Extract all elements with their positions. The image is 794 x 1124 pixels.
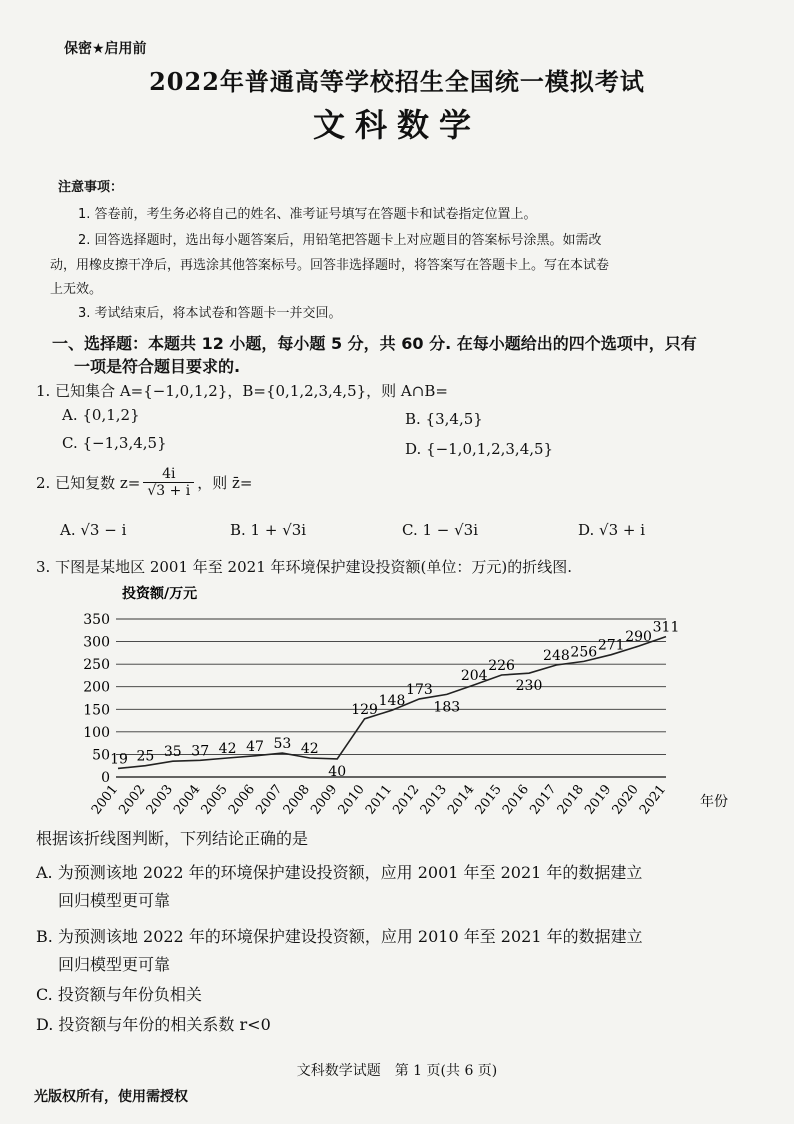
section-heading-line-2: 一项是符合题目要求的. [74,357,241,376]
question-1-option-a: A. {0,1,2} [62,406,140,424]
y-tick-label: 100 [83,724,110,741]
exam-title: 2022年普通高等学校招生全国统一模拟考试 [149,67,645,96]
x-tick-label: 2001 [88,782,122,818]
y-tick-label: 350 [83,612,110,628]
data-label: 173 [406,681,433,698]
data-label: 148 [378,693,406,710]
copyright-notice: 光版权所有，使用需授权 [34,1089,188,1105]
x-tick-labels [89,782,669,817]
data-label: 53 [273,736,292,753]
question-3-option-a-line-1: A. 为预测该地 2022 年的环境保护建设投资额，应用 2001 年至 2021 年的数据建立 [36,863,643,882]
x-tick-label: 2017 [527,782,560,818]
notice-item-1: 1. 答卷前，考生务必将自己的姓名、准考证号填写在答题卡和试卷指定位置上。 [78,207,537,222]
data-label: 42 [300,741,319,758]
x-tick-label: 2003 [143,782,176,818]
notice-item-2-line-3: 上无效。 [50,282,103,297]
notice-heading: 注意事项： [58,180,124,195]
data-label: 35 [163,744,182,761]
question-2-prefix: 2. 已知复数 z= [36,474,141,492]
question-3-option-b-line-1: B. 为预测该地 2022 年的环境保护建设投资额，应用 2010 年至 2021 年的数据建立 [36,927,643,946]
data-label: 42 [218,741,237,758]
data-label: 19 [110,751,128,768]
y-axis-label: 投资额/万元 [122,586,198,602]
data-label: 129 [351,701,378,718]
fraction-denominator: √3 + i [147,483,191,499]
data-label: 256 [570,644,598,661]
section-heading [52,332,752,378]
notice-item-2-line-2: 动，用橡皮擦干净后，再选涂其他答案标号。回答非选择题时，将答案写在答题卡上。写在本试卷 [50,258,610,273]
question-2-option-b: B. 1 + √3i [230,521,307,539]
data-label: 47 [246,738,264,755]
notice-item-3: 3. 考试结束后，将本试卷和答题卡一并交回。 [78,306,342,321]
data-label: 226 [488,657,515,674]
x-tick-label: 2006 [225,782,259,818]
y-tick-label: 250 [83,657,110,674]
notice-item-2-line-1: 2. 回答选择题时，选出每小题答案后，用铅笔把答题卡上对应题目的答案标号涂黑。如需改 [78,233,602,248]
x-tick-label: 2008 [280,782,313,818]
x-tick-label: 2021 [636,782,670,818]
x-tick-label: 2013 [417,782,450,818]
data-label: 271 [597,637,625,654]
question-3-judge: 根据该折线图判断，下列结论正确的是 [36,829,309,848]
investment-line-chart [70,578,760,826]
data-labels [110,620,679,780]
question-1-stem: 1. 已知集合 A={−1,0,1,2}，B={0,1,2,3,4,5}，则 A∩B= [36,382,448,400]
x-tick-label: 2020 [609,782,642,818]
question-1-option-d: D. {−1,0,1,2,3,4,5} [405,440,554,458]
data-label: 25 [136,748,155,765]
x-tick-label: 2007 [253,782,286,818]
x-tick-label: 2011 [362,782,396,818]
x-axis-label: 年份 [700,794,728,810]
x-tick-label: 2009 [308,782,341,818]
data-label: 311 [652,619,680,636]
data-label: 290 [625,629,652,646]
y-tick-labels [83,612,110,786]
question-2-option-d: D. √3 + i [578,521,646,539]
x-tick-label: 2012 [390,782,423,818]
x-tick-label: 2019 [582,782,615,818]
question-3-option-c: C. 投资额与年份负相关 [36,985,202,1004]
x-tick-label: 2015 [472,782,505,818]
data-label: 248 [543,648,570,665]
x-tick-label: 2010 [335,782,368,818]
question-2-suffix: ，则 z̄= [197,474,253,492]
y-tick-label: 300 [83,634,110,651]
question-2-option-c: C. 1 − √3i [402,521,479,539]
x-tick-label: 2004 [171,782,204,818]
y-tick-label: 50 [92,747,110,764]
question-2-option-a: A. √3 − i [60,521,127,539]
confidential-mark: 保密★启用前 [64,41,147,57]
question-3-stem: 3. 下图是某地区 2001 年至 2021 年环境保护建设投资额(单位：万元)的折线图. [36,558,572,576]
x-tick-label: 2002 [116,782,149,818]
question-1-option-c: C. {−1,3,4,5} [62,434,167,452]
page-footer: 文科数学试题 第 1 页(共 6 页) [296,1063,498,1079]
x-tick-label: 2018 [554,782,587,818]
x-tick-label: 2016 [499,782,533,818]
question-3-option-b-line-2: 回归模型更可靠 [58,955,171,974]
subject-title: 文科数学 [312,106,481,144]
x-tick-label: 2005 [198,782,231,818]
x-tick-label: 2014 [445,782,478,818]
y-tick-label: 0 [101,770,110,786]
y-tick-label: 150 [83,702,110,719]
section-heading-line-1: 一、选择题：本题共 12 小题，每小题 5 分，共 60 分. 在每小题给出的四个选项中，只有 [52,334,697,353]
question-1-option-b: B. {3,4,5} [405,410,483,428]
question-2-stem [36,466,253,499]
fraction-numerator: 4i [143,466,194,483]
data-label: 230 [515,678,543,695]
question-3-option-a-line-2: 回归模型更可靠 [58,891,171,910]
data-label: 204 [460,667,488,684]
question-3-option-d: D. 投资额与年份的相关系数 r<0 [36,1015,271,1034]
y-tick-label: 200 [83,679,110,696]
data-label: 37 [191,743,210,760]
question-2-fraction [143,466,194,499]
data-label: 183 [433,699,461,716]
data-label: 40 [328,763,347,780]
